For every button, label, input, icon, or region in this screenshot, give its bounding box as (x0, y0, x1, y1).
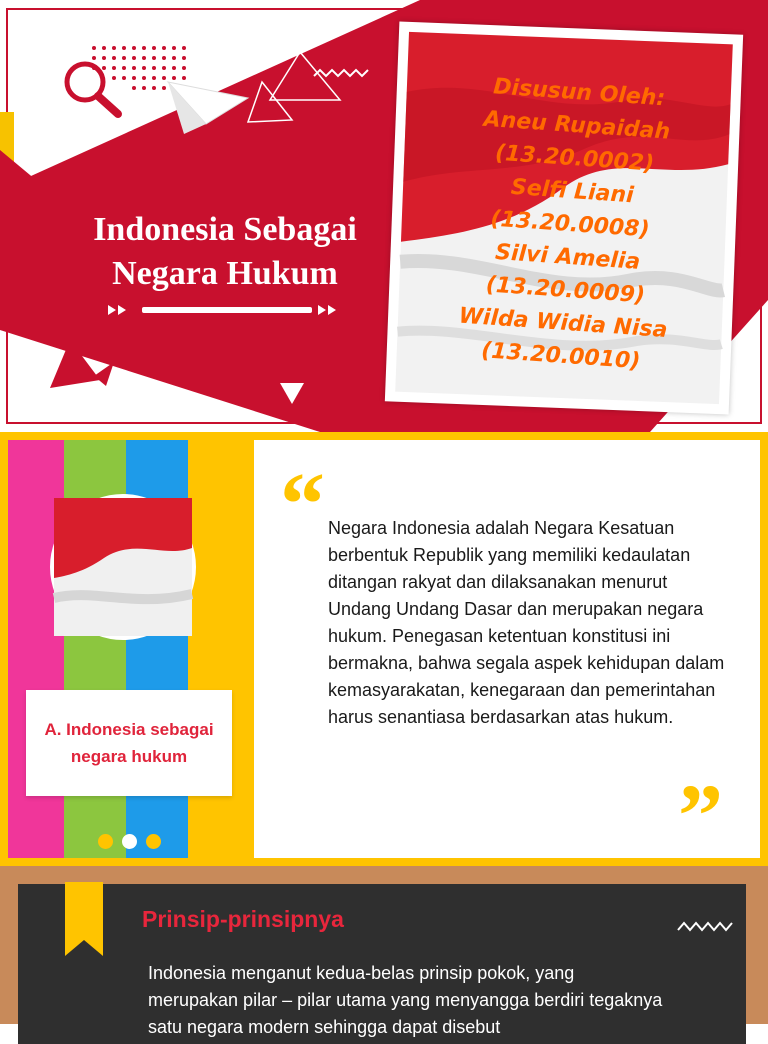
section-label (26, 690, 232, 796)
title-slide (0, 0, 768, 432)
author-name: Silvi Amelia (494, 239, 642, 275)
section-label-text: A. Indonesia sebagai negara hukum (44, 720, 214, 766)
flag-circle-image (50, 494, 196, 640)
quote-panel (254, 440, 760, 866)
title-line-2: Negara Hukum (112, 255, 338, 292)
close-quote-icon: ” (678, 767, 723, 866)
pager-dot-active (122, 834, 137, 849)
bookmark-icon (65, 882, 103, 956)
quote-text: Negara Indonesia adalah Negara Kesatuan berbentuk Republik yang memiliki kedaulatan ditangan rakyat dan dilaksanakan menurut Undang Undang Dasar dan merupakan negara hukum. Penegasan ketentuan konstitusi ini bermakna, bahwa segala aspek kehidupan dalam kemasyarakatan, kenegaraan dan pemerintahan harus senantiasa berdasarkan atas hukum. (328, 518, 725, 727)
zigzag-icon (678, 920, 734, 934)
author-id: (13.20.0009) (485, 272, 646, 309)
open-quote-icon: “ (280, 455, 325, 554)
principles-slide (0, 866, 768, 1037)
author-id: (13.20.0002) (494, 140, 655, 177)
author-name: Aneu Rupaidah (482, 106, 671, 145)
definition-slide (0, 432, 768, 866)
title-line-1: Indonesia Sebagai (93, 211, 357, 248)
author-list (420, 67, 720, 383)
author-name: Selfi Liani (510, 174, 635, 209)
pager-dot (98, 834, 113, 849)
principles-body: Indonesia menganut kedua-belas prinsip pokok, yang merupakan pilar – pilar utama yang menyangga berdiri tegaknya satu negara modern sehingga dapat disebut (148, 963, 663, 1037)
magnifier-icon (67, 64, 118, 114)
author-heading: Disusun Oleh: (492, 74, 666, 112)
principles-heading: Prinsip-prinsipnya (142, 906, 344, 932)
author-id: (13.20.0008) (489, 206, 651, 243)
author-name: Wilda Widia Nisa (457, 303, 669, 344)
slide-title (60, 208, 390, 296)
small-triangle-icon (94, 362, 114, 386)
pager-dot (146, 834, 161, 849)
author-id: (13.20.0010) (480, 338, 642, 375)
